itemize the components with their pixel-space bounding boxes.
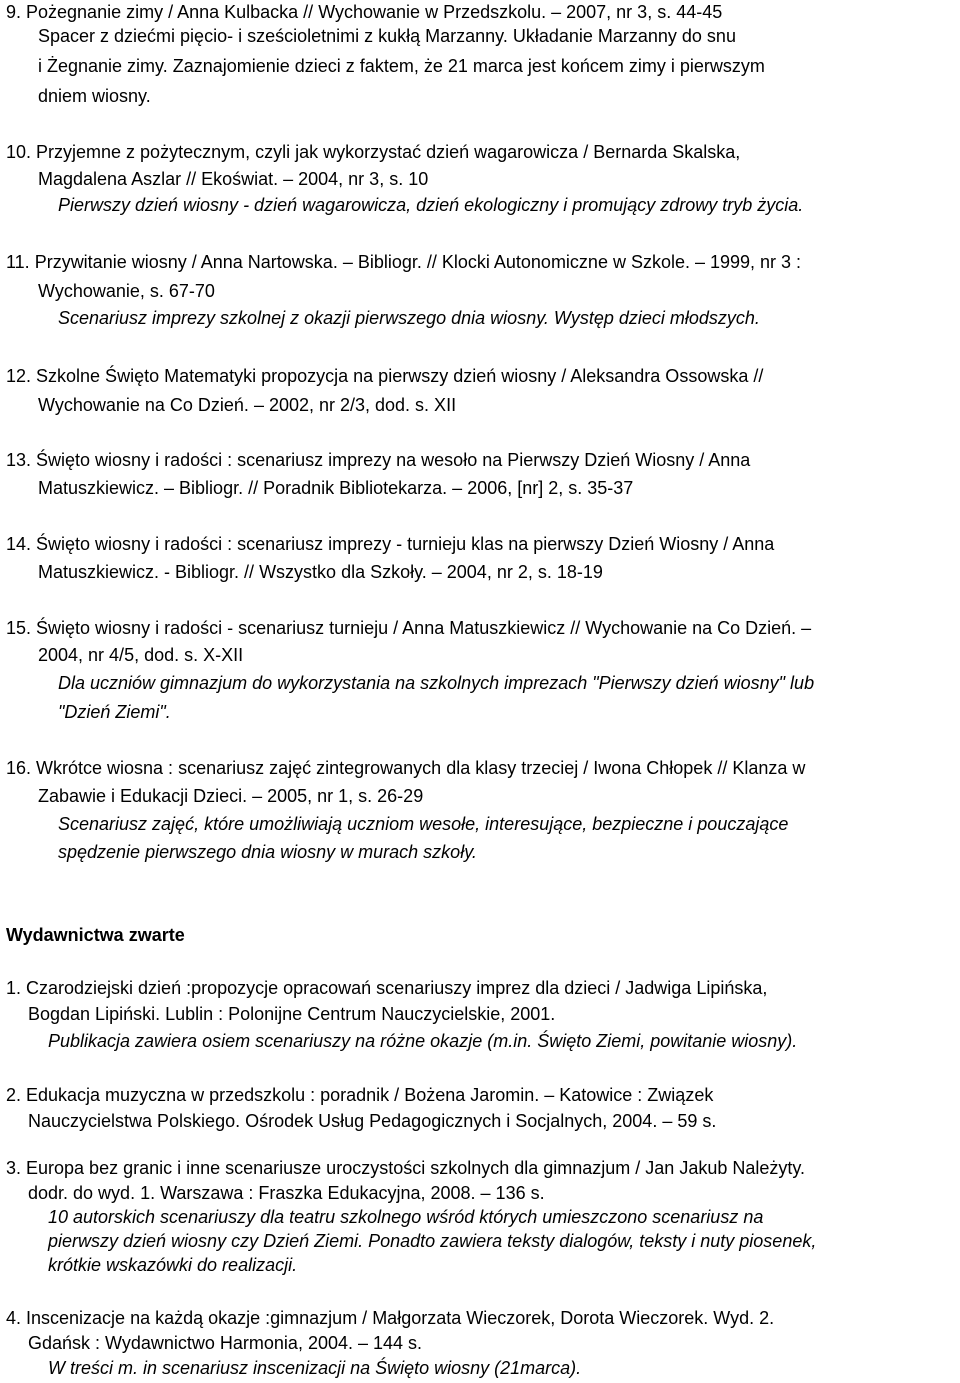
book-3-annotation-1: 10 autorskich scenariuszy dla teatru szkolnego wśród których umieszczono scenariusz na	[48, 1207, 764, 1227]
entry-11-line-2: Wychowanie, s. 67-70	[38, 281, 215, 301]
book-1-line-1: 1. Czarodziejski dzień :propozycje opracowań scenariuszy imprez dla dzieci / Jadwiga Lipińska,	[6, 978, 768, 998]
entry-15-line-1: 15. Święto wiosny i radości - scenariusz turnieju / Anna Matuszkiewicz // Wychowanie na Co Dzień. –	[6, 618, 812, 638]
entry-15-line-2: 2004, nr 4/5, dod. s. X-XII	[38, 645, 244, 665]
entry-14-line-1: 14. Święto wiosny i radości : scenariusz imprezy - turnieju klas na pierwszy Dzień Wiosny / Anna	[6, 534, 775, 554]
entry-10-annotation: Pierwszy dzień wiosny - dzień wagarowicza, dzień ekologiczny i promujący zdrowy tryb życia.	[58, 195, 804, 215]
book-1-line-2: Bogdan Lipiński. Lublin : Polonijne Centrum Nauczycielskie, 2001.	[28, 1004, 556, 1024]
entry-11-line-1: 11. Przywitanie wiosny / Anna Nartowska. – Bibliogr. // Klocki Autonomiczne w Szkole. – 1999, nr 3 :	[6, 252, 802, 272]
book-2-line-2: Nauczycielstwa Polskiego. Ośrodek Usług Pedagogicznych i Socjalnych, 2004. – 59 s.	[28, 1111, 717, 1131]
entry-10-line-1: 10. Przyjemne z pożytecznym, czyli jak wykorzystać dzień wagarowicza / Bernarda Skalska,	[6, 142, 741, 162]
entry-15-annotation-2: "Dzień Ziemi".	[58, 702, 171, 722]
entry-9-line-4: dniem wiosny.	[38, 86, 151, 106]
entry-9-line-1: 9. Pożegnanie zimy / Anna Kulbacka // Wychowanie w Przedszkolu. – 2007, nr 3, s. 44-45	[6, 2, 723, 22]
entry-11-annotation: Scenariusz imprezy szkolnej z okazji pierwszego dnia wiosny. Występ dzieci młodszych.	[58, 308, 760, 328]
book-4-line-1: 4. Inscenizacje na każdą okazje :gimnazjum / Małgorzata Wieczorek, Dorota Wieczorek. Wyd. 2.	[6, 1308, 775, 1328]
entry-12-line-2: Wychowanie na Co Dzień. – 2002, nr 2/3, dod. s. XII	[38, 395, 457, 415]
entry-9-line-3: i Żegnanie zimy. Zaznajomienie dzieci z faktem, że 21 marca jest końcem zimy i pierwszym	[38, 56, 765, 76]
entry-16-line-1: 16. Wkrótce wiosna : scenariusz zajęć zintegrowanych dla klasy trzeciej / Iwona Chłopek // Klanza w	[6, 758, 806, 778]
entry-16-annotation-2: spędzenie pierwszego dnia wiosny w murach szkoły.	[58, 842, 477, 862]
book-3-annotation-3: krótkie wskazówki do realizacji.	[48, 1255, 298, 1275]
entry-13-line-2: Matuszkiewicz. – Bibliogr. // Poradnik Bibliotekarza. – 2006, [nr] 2, s. 35-37	[38, 478, 634, 498]
book-2-line-1: 2. Edukacja muzyczna w przedszkolu : poradnik / Bożena Jaromin. – Katowice : Związek	[6, 1085, 714, 1105]
book-3-annotation-2: pierwszy dzień wiosny czy Dzień Ziemi. Ponadto zawiera teksty dialogów, teksty i nuty piosenek,	[48, 1231, 817, 1251]
entry-16-annotation-1: Scenariusz zajęć, które umożliwiają uczniom wesołe, interesujące, bezpieczne i pouczające	[58, 814, 789, 834]
entry-15-annotation-1: Dla uczniów gimnazjum do wykorzystania na szkolnych imprezach "Pierwszy dzień wiosny" lub	[58, 673, 815, 693]
book-3-line-2: dodr. do wyd. 1. Warszawa : Fraszka Edukacyjna, 2008. – 136 s.	[28, 1183, 545, 1203]
section-heading: Wydawnictwa zwarte	[6, 925, 185, 945]
entry-13-line-1: 13. Święto wiosny i radości : scenariusz imprezy na wesoło na Pierwszy Dzień Wiosny / Anna	[6, 450, 751, 470]
book-4-annotation: W treści m. in scenariusz inscenizacji na Święto wiosny (21marca).	[48, 1358, 582, 1378]
book-4-line-2: Gdańsk : Wydawnictwo Harmonia, 2004. – 144 s.	[28, 1333, 423, 1353]
entry-9-line-2: Spacer z dziećmi pięcio- i sześcioletnimi z kukłą Marzanny. Układanie Marzanny do snu	[38, 26, 736, 46]
book-1-annotation: Publikacja zawiera osiem scenariuszy na różne okazje (m.in. Święto Ziemi, powitanie wiosny).	[48, 1031, 798, 1051]
book-3-line-1: 3. Europa bez granic i inne scenariusze uroczystości szkolnych dla gimnazjum / Jan Jakub Należyty.	[6, 1158, 806, 1178]
entry-16-line-2: Zabawie i Edukacji Dzieci. – 2005, nr 1, s. 26-29	[38, 786, 424, 806]
entry-12-line-1: 12. Szkolne Święto Matematyki propozycja na pierwszy dzień wiosny / Aleksandra Ossowska //	[6, 366, 764, 386]
entry-14-line-2: Matuszkiewicz. - Bibliogr. // Wszystko dla Szkoły. – 2004, nr 2, s. 18-19	[38, 562, 603, 582]
entry-10-line-2: Magdalena Aszlar // Ekoświat. – 2004, nr 3, s. 10	[38, 169, 429, 189]
